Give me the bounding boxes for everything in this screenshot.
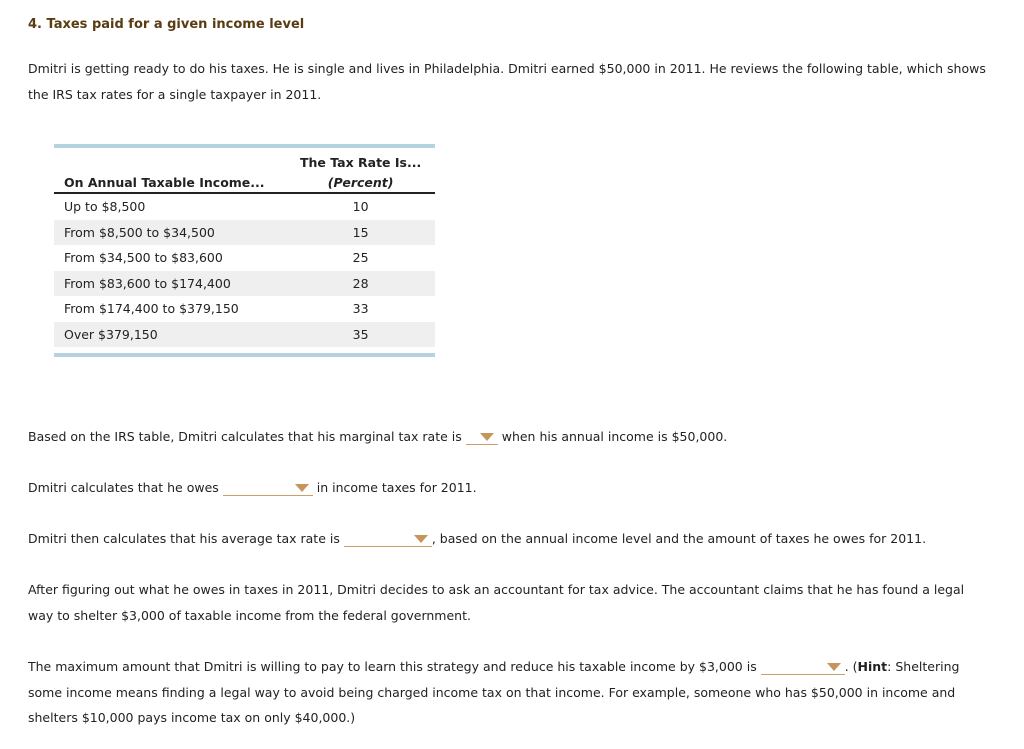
marginal-rate-dropdown[interactable] bbox=[466, 428, 498, 445]
question-title: 4. Taxes paid for a given income level bbox=[28, 17, 305, 32]
income-cell: From $34,500 to $83,600 bbox=[64, 250, 223, 266]
table-row bbox=[54, 296, 435, 322]
question-max-payment: The maximum amount that Dmitri is willing to pay to learn this strategy and reduce his taxable income by $3,000 is . (Hint: Sheltering some income means finding a legal way to avoid being charged income tax on that income. For example, someone who has $50,000 in income and shelters $10,000 pays income tax on only $40,000.) bbox=[28, 659, 960, 725]
table-row bbox=[54, 193, 435, 220]
income-cell: Over $379,150 bbox=[54, 322, 286, 348]
income-cell: From $83,600 to $174,400 bbox=[54, 271, 286, 297]
chevron-down-icon bbox=[295, 484, 309, 492]
table-row bbox=[54, 220, 435, 246]
chevron-down-icon bbox=[480, 433, 494, 441]
income-cell: From $8,500 to $34,500 bbox=[54, 220, 286, 246]
chevron-down-icon bbox=[827, 663, 841, 671]
income-cell: Up to $8,500 bbox=[64, 199, 146, 215]
question-marginal-rate: Based on the IRS table, Dmitri calculates that his marginal tax rate is when his annual income is $50,000. bbox=[28, 429, 728, 444]
table-row bbox=[54, 322, 435, 348]
chevron-down-icon bbox=[414, 535, 428, 543]
taxes-owed-dropdown[interactable] bbox=[223, 479, 313, 496]
rate-cell: 15 bbox=[286, 220, 435, 246]
rate-cell: 33 bbox=[352, 301, 369, 317]
hint-label: Hint bbox=[857, 659, 888, 674]
average-rate-dropdown[interactable] bbox=[344, 530, 432, 547]
rate-cell: 35 bbox=[286, 322, 435, 348]
rate-cell: 25 bbox=[352, 250, 369, 266]
table-bottom-bar bbox=[54, 353, 435, 357]
table-row bbox=[54, 245, 435, 271]
rate-header-line2: (Percent) bbox=[286, 170, 435, 193]
rate-header-line1: The Tax Rate Is... bbox=[300, 155, 422, 170]
max-payment-dropdown[interactable] bbox=[761, 658, 845, 675]
rate-cell: 28 bbox=[286, 271, 435, 297]
income-cell: From $174,400 to $379,150 bbox=[64, 301, 239, 317]
question-average-rate: Dmitri then calculates that his average tax rate is , based on the annual income level and the amount of taxes he owes for 2011. bbox=[28, 531, 927, 546]
rate-cell: 10 bbox=[352, 199, 369, 215]
intro-paragraph: Dmitri is getting ready to do his taxes. He is single and lives in Philadelphia. Dmitri earned $50,000 in 2011. He reviews the following table, which shows the IRS tax rates for a single taxpayer in 2011. bbox=[28, 61, 986, 102]
question-taxes-owed: Dmitri calculates that he owes in income taxes for 2011. bbox=[28, 480, 477, 495]
tax-rate-table bbox=[54, 144, 435, 357]
table-row bbox=[54, 271, 435, 297]
accountant-paragraph: After figuring out what he owes in taxes in 2011, Dmitri decides to ask an accountant for tax advice. The accountant claims that he has found a legal way to shelter $3,000 of taxable income from the federal government. bbox=[28, 582, 965, 623]
income-header: On Annual Taxable Income... bbox=[54, 170, 286, 193]
